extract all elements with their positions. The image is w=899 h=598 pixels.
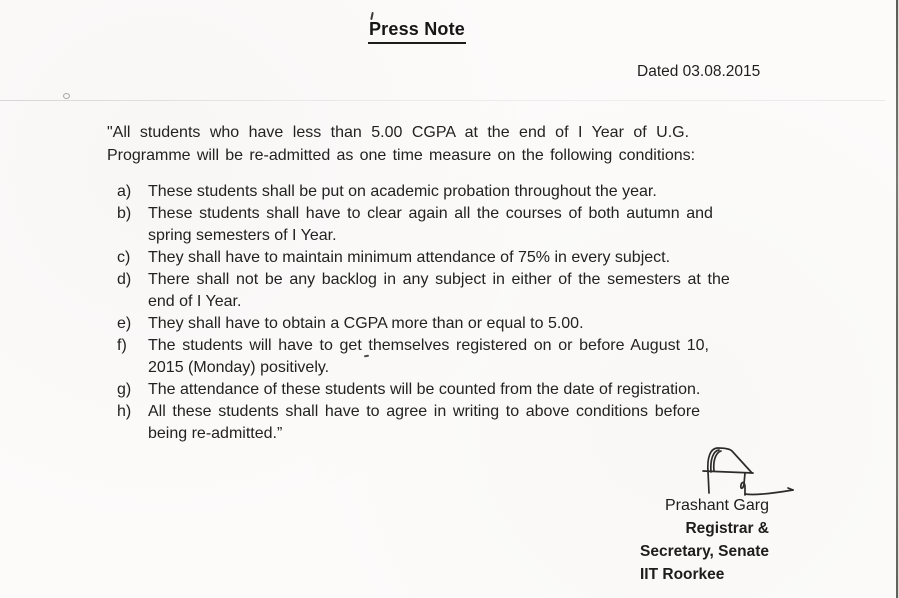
date-line: Dated 03.08.2015 xyxy=(637,63,761,80)
signatory-designation-line: IIT Roorkee xyxy=(640,566,725,583)
condition-text xyxy=(148,247,777,269)
condition-item xyxy=(117,269,777,313)
condition-line: spring semesters of I Year. xyxy=(148,227,337,244)
signature-block xyxy=(640,494,769,586)
condition-line: They shall have to maintain minimum attendance of 75% in every subject. xyxy=(148,249,671,266)
condition-line: They shall have to obtain a CGPA more than or equal to 5.00. xyxy=(148,315,584,332)
condition-label: c) xyxy=(117,249,131,266)
page-title: Press Note xyxy=(368,19,466,44)
condition-text xyxy=(148,313,777,335)
signature-designation xyxy=(640,517,769,586)
condition-label: d) xyxy=(117,271,132,288)
scan-fold-line xyxy=(0,100,885,101)
condition-line: being re-admitted.” xyxy=(148,425,283,442)
condition-line: The students will have to get themselves registered on or before August 10, xyxy=(148,337,709,354)
condition-item xyxy=(117,379,777,401)
condition-label: h) xyxy=(117,403,132,420)
condition-text xyxy=(148,379,777,401)
signatory-designation-line: Registrar & xyxy=(685,520,769,537)
intro-paragraph xyxy=(107,121,775,167)
condition-label: a) xyxy=(117,183,132,200)
condition-label: e) xyxy=(117,315,132,332)
condition-item xyxy=(117,335,777,379)
condition-text xyxy=(148,335,777,379)
condition-item xyxy=(117,247,777,269)
condition-item xyxy=(117,181,777,203)
condition-label: g) xyxy=(117,381,132,398)
condition-item xyxy=(117,203,777,247)
intro-line: "All students who have less than 5.00 CGPA at the end of I Year of U.G. xyxy=(107,124,690,141)
condition-item xyxy=(117,313,777,335)
condition-line: These students shall have to clear again all the courses of both autumn and xyxy=(148,205,713,222)
condition-label: b) xyxy=(117,205,132,222)
condition-text xyxy=(148,181,777,203)
condition-line: There shall not be any backlog in any subject in either of the semesters at the xyxy=(148,271,730,288)
condition-text xyxy=(148,203,777,247)
page-title-row xyxy=(0,19,834,44)
condition-line: These students shall be put on academic probation throughout the year. xyxy=(148,183,657,200)
condition-label: f) xyxy=(117,337,127,354)
scan-speck xyxy=(63,93,70,99)
signatory-name: Prashant Garg xyxy=(664,497,769,514)
signature-scribble xyxy=(685,440,800,502)
condition-line: All these students shall have to agree in writing to above conditions before xyxy=(148,403,701,420)
condition-item xyxy=(117,401,777,445)
condition-line: 2015 (Monday) positively. xyxy=(148,359,330,376)
condition-line: end of I Year. xyxy=(148,293,242,310)
condition-text xyxy=(148,401,777,445)
condition-line: The attendance of these students will be counted from the date of registration. xyxy=(148,381,701,398)
condition-text xyxy=(148,269,777,313)
intro-line: Programme will be re-admitted as one time measure on the following conditions: xyxy=(107,147,696,164)
conditions-list xyxy=(117,181,777,445)
signatory-designation-line: Secretary, Senate xyxy=(640,543,769,560)
